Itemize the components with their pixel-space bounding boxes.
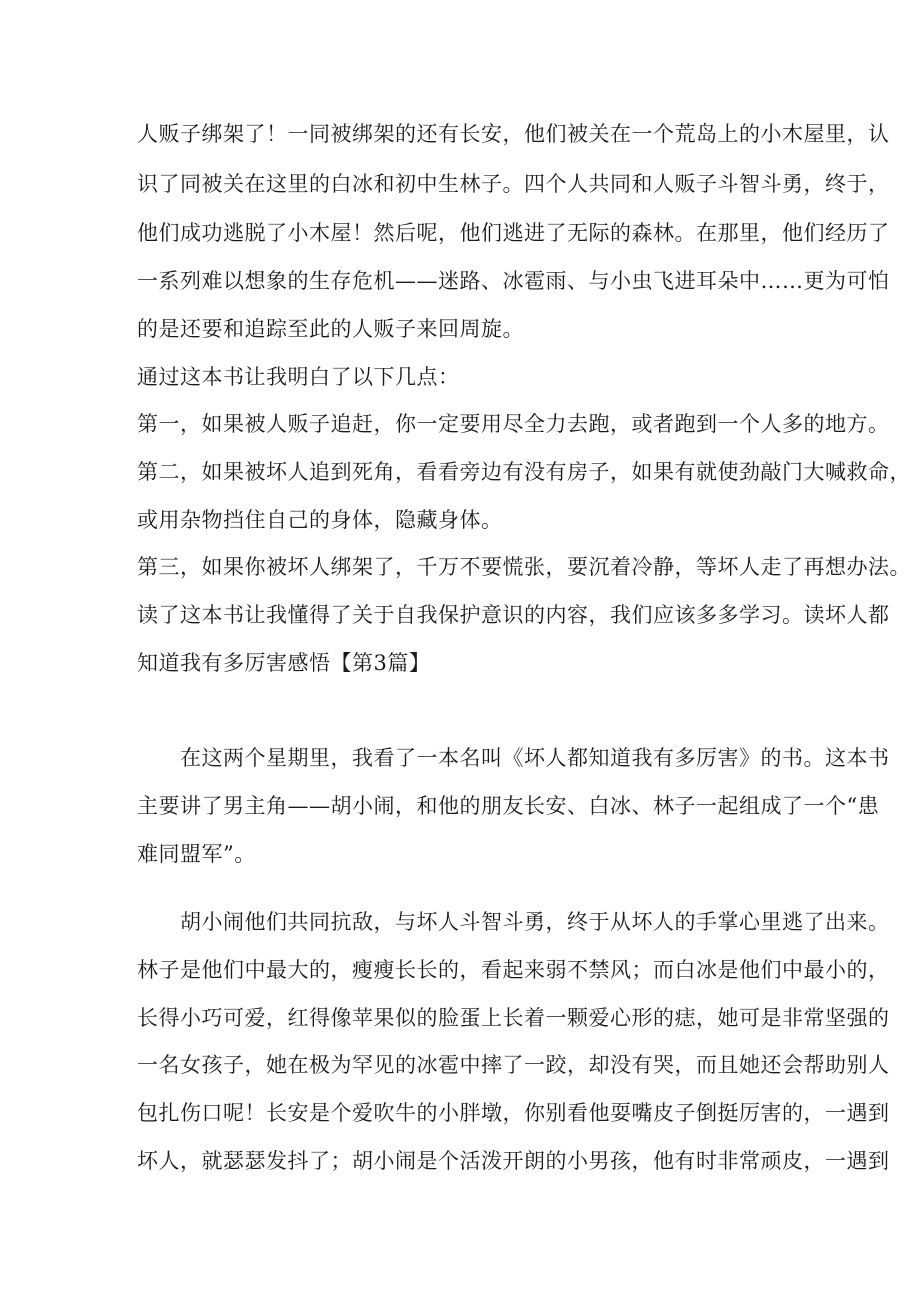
text-line: 他们成功逃脱了小木屋！然后呢，他们逃进了无际的森林。在那里，他们经历了: [137, 221, 890, 245]
text-line: 第三，如果你被坏人绑架了，千万不要慌张，要沉着冷静，等坏人走了再想办法。: [137, 555, 911, 579]
text-line: 的是还要和追踪至此的人贩子来回周旋。: [137, 317, 524, 341]
text-line: 长得小巧可爱，红得像苹果似的脸蛋上长着一颗爱心形的痣，她可是非常坚强的: [137, 1006, 890, 1030]
text-line: 通过这本书让我明白了以下几点：: [137, 365, 460, 389]
text-line: 第一，如果被人贩子追赶，你一定要用尽全力去跑，或者跑到一个人多的地方。: [137, 412, 890, 436]
text-line: 一系列难以想象的生存危机——迷路、冰雹雨、与小虫飞进耳朵中……更为可怕: [137, 269, 890, 293]
paragraph-first-line: 在这两个星期里，我看了一本名叫《坏人都知道我有多厉害》的书。这本书: [180, 746, 890, 770]
text-line: 主要讲了男主角——胡小闹，和他的朋友长安、白冰、林子一起组成了一个“患: [137, 794, 880, 818]
text-line: 第二，如果被坏人追到死角，看看旁边有没有房子，如果有就使劲敲门大喊救命，: [137, 460, 911, 484]
text-line: 识了同被关在这里的白冰和初中生林子。四个人共同和人贩子斗智斗勇，终于，: [137, 172, 890, 196]
text-line: 读了这本书让我懂得了关于自我保护意识的内容，我们应该多多学习。读坏人都: [137, 603, 890, 627]
text-line: 人贩子绑架了！一同被绑架的还有长安，他们被关在一个荒岛上的小木屋里，认: [137, 122, 890, 146]
paragraph-first-line: 胡小闹他们共同抗敌，与坏人斗智斗勇，终于从坏人的手掌心里逃了出来。: [180, 910, 890, 934]
text-line: 难同盟军”。: [137, 842, 256, 866]
text-line: 一名女孩子，她在极为罕见的冰雹中摔了一跤，却没有哭，而且她还会帮助别人: [137, 1053, 890, 1077]
text-line: 包扎伤口呢！长安是个爱吹牛的小胖墩，你别看他耍嘴皮子倒挺厉害的，一遇到: [137, 1101, 890, 1125]
text-line: 林子是他们中最大的，瘦瘦长长的，看起来弱不禁风；而白冰是他们中最小的，: [137, 958, 890, 982]
section-heading: 知道我有多厉害感悟【第3篇】: [137, 651, 431, 675]
text-line: 坏人，就瑟瑟发抖了；胡小闹是个活泼开朗的小男孩，他有时非常顽皮，一遇到: [137, 1149, 890, 1173]
text-line: 或用杂物挡住自己的身体，隐藏身体。: [137, 508, 503, 532]
